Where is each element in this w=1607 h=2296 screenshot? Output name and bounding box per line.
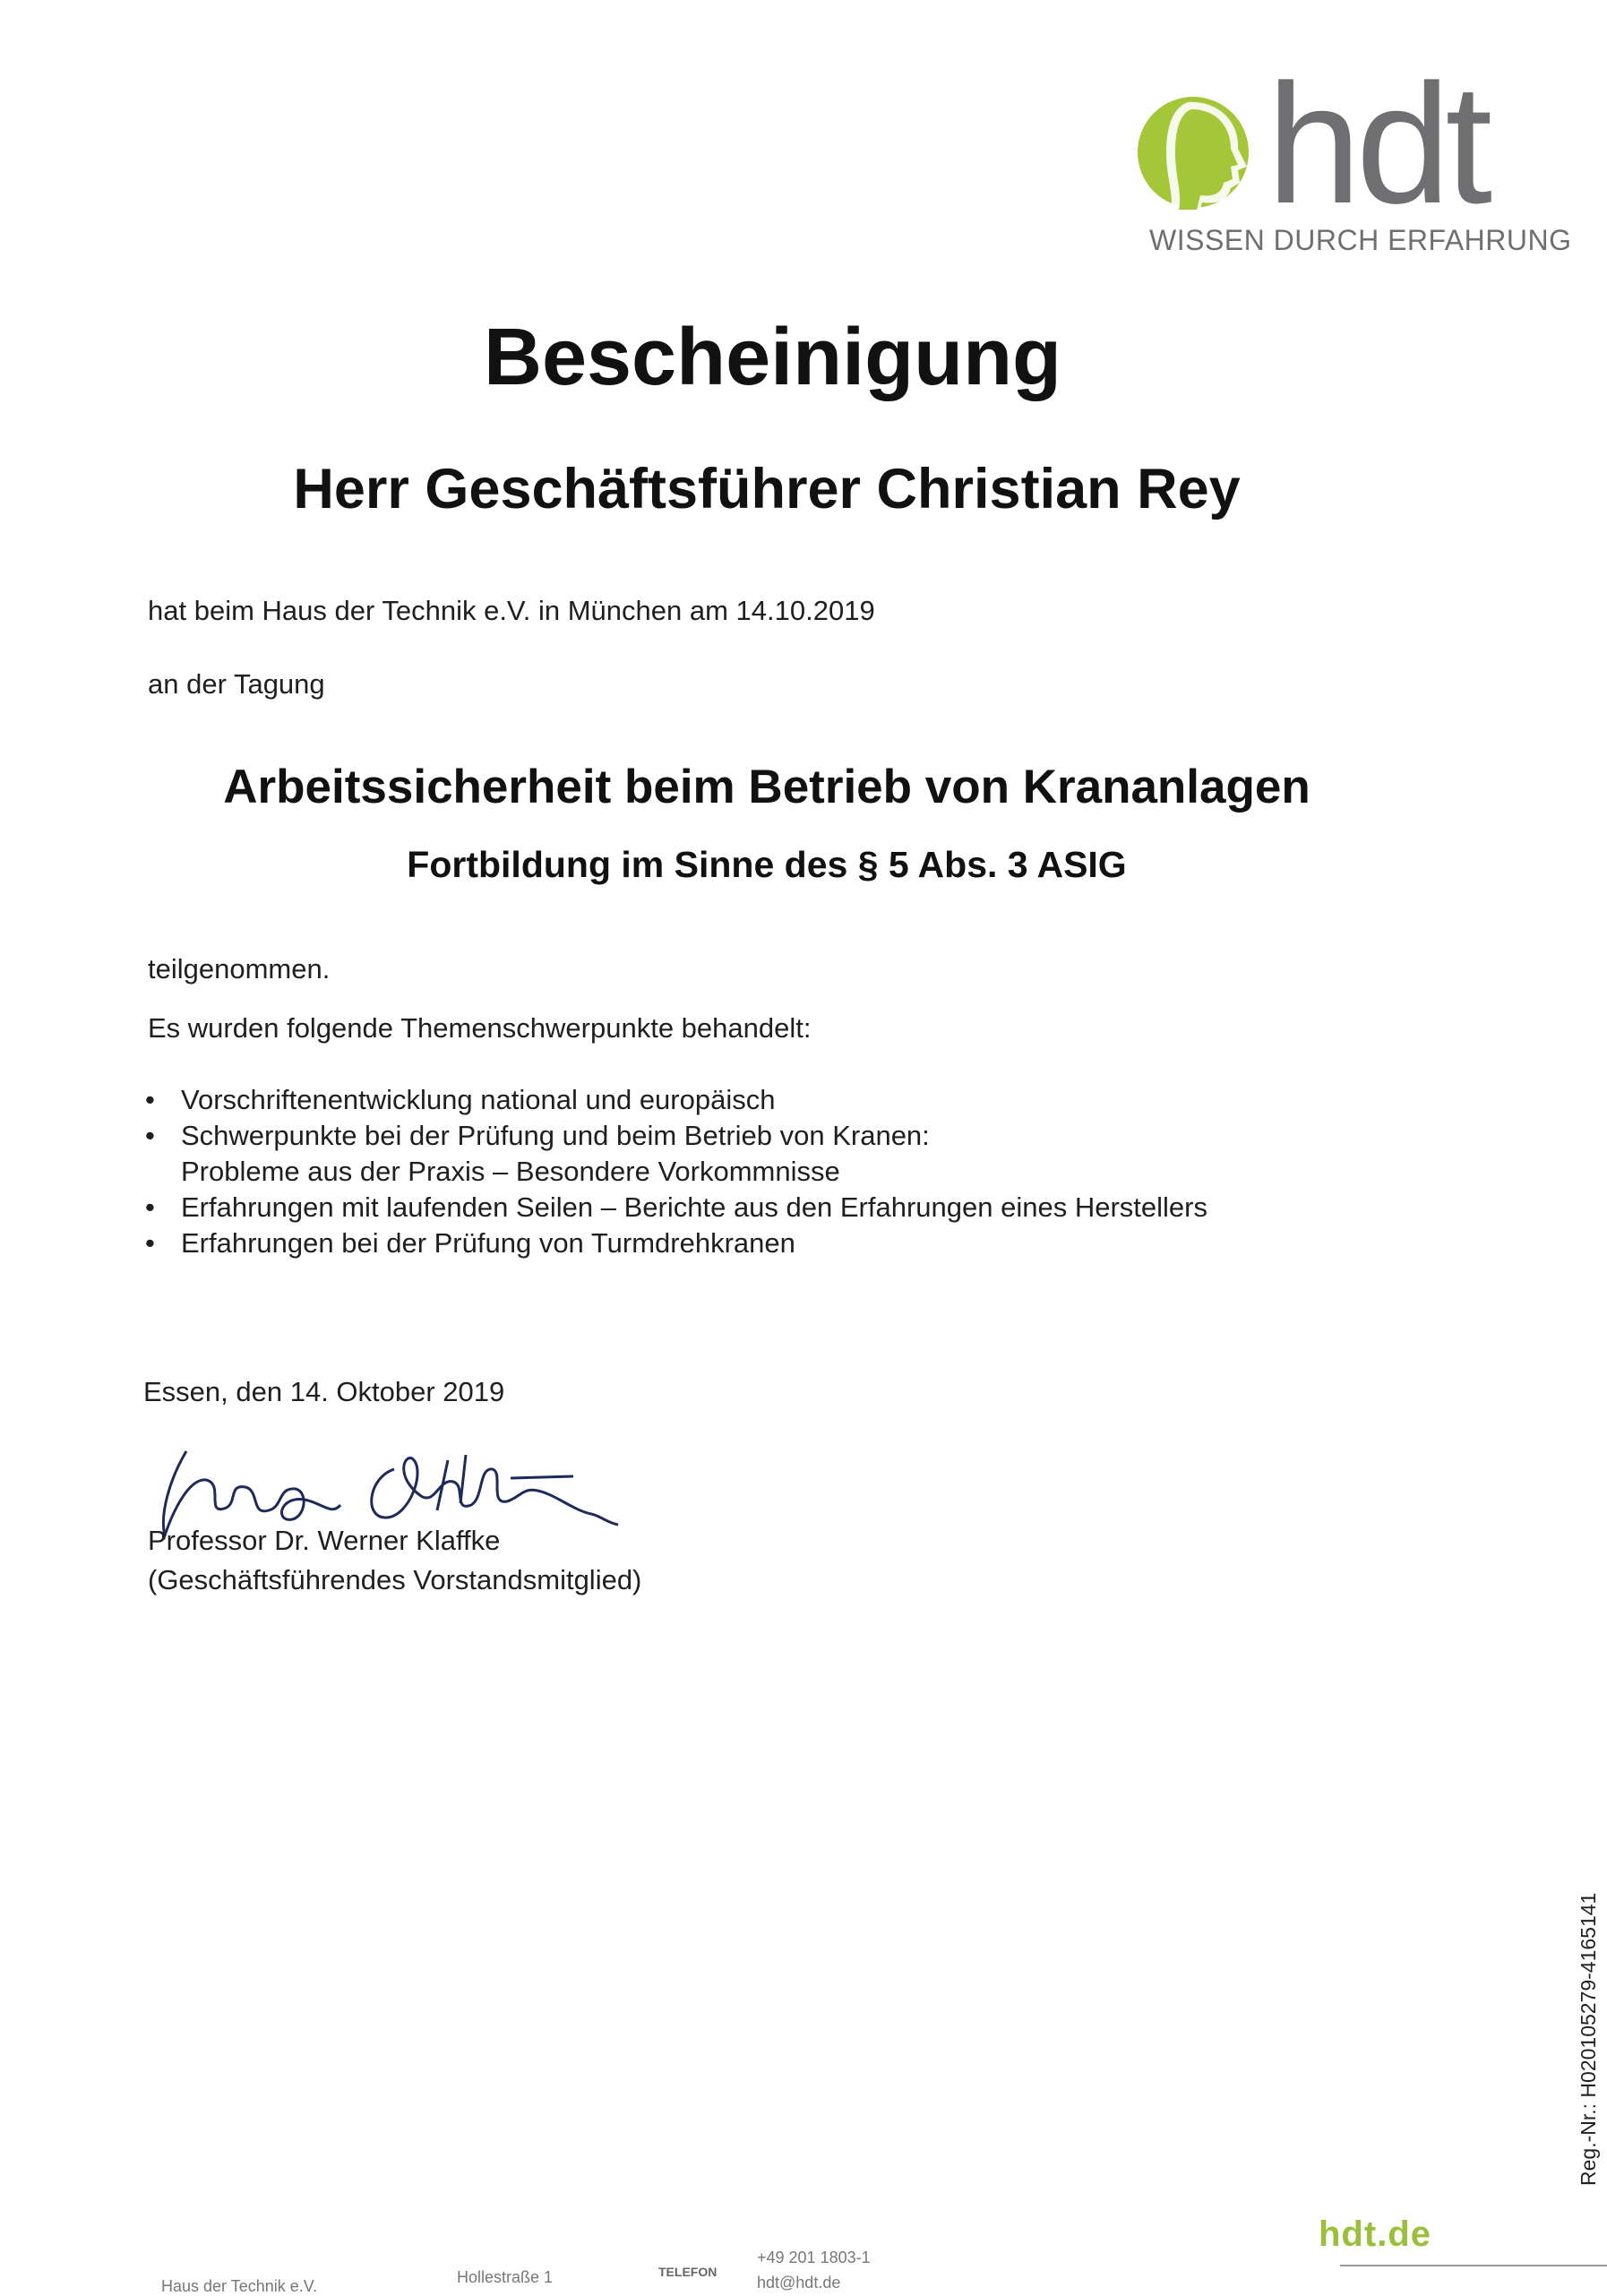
topics-intro: Es wurden folgende Themenschwerpunkte behandelt: xyxy=(148,1012,812,1044)
conference-intro: an der Tagung xyxy=(148,668,325,700)
document-title: Bescheinigung xyxy=(483,313,1062,402)
bullet-icon: • xyxy=(145,1120,155,1151)
hdt-logo-head-icon xyxy=(1134,90,1259,215)
topics-list xyxy=(145,1082,1399,1261)
footer-phone-label: TELEFON xyxy=(658,2265,718,2279)
attendance-line: hat beim Haus der Technik e.V. in München am 14.10.2019 xyxy=(148,595,875,626)
event-subtitle: Fortbildung im Sinne des § 5 Abs. 3 ASIG xyxy=(407,844,1127,885)
footer-website: hdt.de xyxy=(1319,2214,1431,2254)
recipient-name: Herr Geschäftsführer Christian Rey xyxy=(293,458,1241,520)
signatory-name: Professor Dr. Werner Klaffke xyxy=(148,1525,501,1556)
signatory-role: (Geschäftsführendes Vorstandsmitglied) xyxy=(148,1564,642,1595)
footer-divider xyxy=(1340,2265,1607,2266)
footer-org: Haus der Technik e.V. xyxy=(161,2277,318,2295)
bullet-icon: • xyxy=(145,1191,155,1223)
logo-tagline: WISSEN DURCH ERFAHRUNG xyxy=(1149,224,1572,256)
event-title: Arbeitssicherheit beim Betrieb von Krananlagen xyxy=(223,761,1311,813)
bullet-icon: • xyxy=(145,1227,155,1259)
bullet-icon: • xyxy=(145,1084,155,1115)
footer-street: Hollestraße 1 xyxy=(457,2268,554,2286)
topic-item: • Vorschriftenentwicklung national und europäisch xyxy=(145,1082,1399,1118)
registration-number: Reg.-Nr.: H020105279-4165141 xyxy=(1577,1892,1600,2186)
topic-item: • Schwerpunkte bei der Prüfung und beim Betrieb von Kranen: Probleme aus der Praxis – Besondere Vorkommnisse xyxy=(145,1120,930,1187)
footer-phone: +49 201 1803-1 xyxy=(757,2249,871,2266)
participated-text: teilgenommen. xyxy=(148,953,331,985)
logo-wordmark: hdt xyxy=(1267,49,1488,239)
place-date: Essen, den 14. Oktober 2019 xyxy=(143,1376,505,1407)
topic-item: • Erfahrungen mit laufenden Seilen – Berichte aus den Erfahrungen eines Herstellers xyxy=(145,1190,1399,1225)
topic-continuation: Probleme aus der Praxis – Besondere Vorkommnisse xyxy=(181,1156,840,1187)
footer-email: hdt@hdt.de xyxy=(757,2274,841,2292)
topic-item: • Erfahrungen bei der Prüfung von Turmdrehkranen xyxy=(145,1225,1399,1261)
